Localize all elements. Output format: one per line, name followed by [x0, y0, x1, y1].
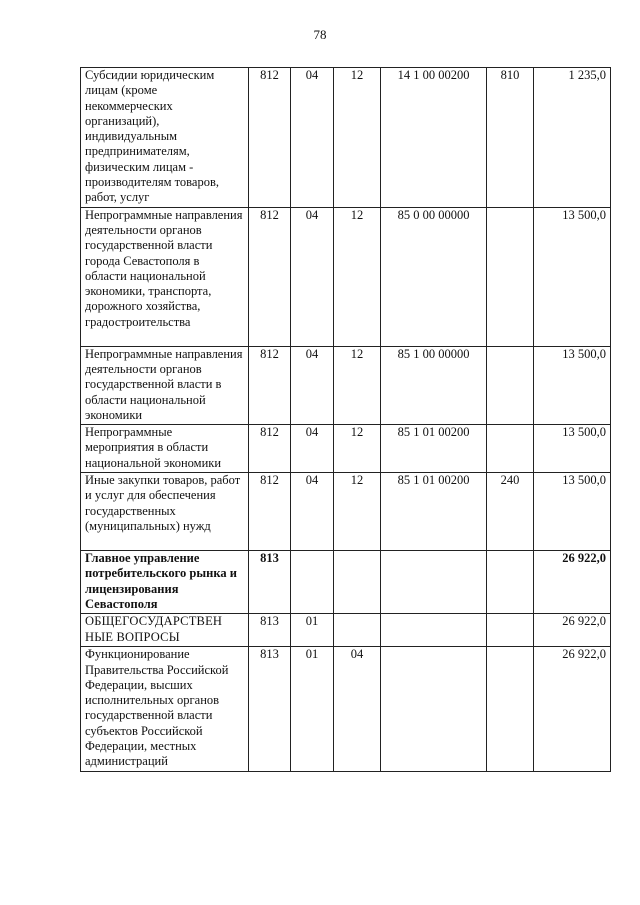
- department-code-cell: 812: [249, 473, 291, 551]
- expense-type-cell: [487, 551, 534, 614]
- department-code-cell: 813: [249, 614, 291, 647]
- target-article-cell: 14 1 00 00200: [381, 68, 487, 208]
- section-code-cell: 04: [291, 425, 334, 473]
- subsection-code-cell: 12: [334, 346, 381, 424]
- section-code-cell: 04: [291, 473, 334, 551]
- table-row: [81, 207, 611, 346]
- row-name-cell: Непрограммные направления деятельности органов государственной власти города Севастополя в области национальной экономики, транспорта, дорожного хозяйства, градостроительства: [81, 207, 249, 346]
- section-code-cell: 01: [291, 614, 334, 647]
- subsection-code-cell: 12: [334, 207, 381, 346]
- subsection-code-cell: 04: [334, 647, 381, 771]
- subsection-code-cell: [334, 551, 381, 614]
- amount-cell: 26 922,0: [534, 614, 611, 647]
- table-row: [81, 68, 611, 208]
- department-code-cell: 813: [249, 647, 291, 771]
- row-name-cell: Непрограммные направления деятельности органов государственной власти в области национальной экономики: [81, 346, 249, 424]
- amount-cell: 26 922,0: [534, 551, 611, 614]
- amount-cell: 26 922,0: [534, 647, 611, 771]
- amount-cell: 13 500,0: [534, 346, 611, 424]
- section-code-cell: 04: [291, 68, 334, 208]
- subsection-code-cell: [334, 614, 381, 647]
- section-code-cell: 04: [291, 346, 334, 424]
- table-row: [81, 425, 611, 473]
- page-number: 78: [313, 27, 327, 42]
- row-name-cell: Функционирование Правительства Российской Федерации, высших исполнительных органов государственной власти субъектов Российской Федерации, местных администраций: [81, 647, 249, 771]
- department-code-cell: 813: [249, 551, 291, 614]
- subsection-code-cell: 12: [334, 68, 381, 208]
- section-code-cell: 01: [291, 647, 334, 771]
- row-name-cell: Главное управление потребительского рынка и лицензирования Севастополя: [81, 551, 249, 614]
- target-article-cell: 85 1 01 00200: [381, 425, 487, 473]
- table-row: [81, 551, 611, 614]
- table-row: [81, 346, 611, 424]
- subsection-code-cell: 12: [334, 425, 381, 473]
- row-name-cell: Субсидии юридическим лицам (кроме некоммерческих организаций), индивидуальным предпринимателям, физическим лицам - производителям товаров, работ, услуг: [81, 68, 249, 208]
- department-code-cell: 812: [249, 68, 291, 208]
- target-article-cell: 85 1 00 00000: [381, 346, 487, 424]
- row-name-cell: Иные закупки товаров, работ и услуг для обеспечения государственных (муниципальных) нужд: [81, 473, 249, 551]
- subsection-code-cell: 12: [334, 473, 381, 551]
- target-article-cell: 85 1 01 00200: [381, 473, 487, 551]
- expense-type-cell: 810: [487, 68, 534, 208]
- amount-cell: 13 500,0: [534, 207, 611, 346]
- expense-type-cell: [487, 207, 534, 346]
- expense-type-cell: [487, 647, 534, 771]
- expense-type-cell: [487, 346, 534, 424]
- expense-type-cell: 240: [487, 473, 534, 551]
- budget-table: [80, 67, 611, 772]
- section-code-cell: [291, 551, 334, 614]
- amount-cell: 1 235,0: [534, 68, 611, 208]
- target-article-cell: [381, 647, 487, 771]
- row-name-cell: Непрограммные мероприятия в области национальной экономики: [81, 425, 249, 473]
- row-name-cell: ОБЩЕГОСУДАРСТВЕН НЫЕ ВОПРОСЫ: [81, 614, 249, 647]
- target-article-cell: 85 0 00 00000: [381, 207, 487, 346]
- table-row: [81, 614, 611, 647]
- table-row: [81, 647, 611, 771]
- amount-cell: 13 500,0: [534, 473, 611, 551]
- department-code-cell: 812: [249, 207, 291, 346]
- amount-cell: 13 500,0: [534, 425, 611, 473]
- department-code-cell: 812: [249, 346, 291, 424]
- expense-type-cell: [487, 614, 534, 647]
- department-code-cell: 812: [249, 425, 291, 473]
- section-code-cell: 04: [291, 207, 334, 346]
- table-row: [81, 473, 611, 551]
- expense-type-cell: [487, 425, 534, 473]
- target-article-cell: [381, 551, 487, 614]
- target-article-cell: [381, 614, 487, 647]
